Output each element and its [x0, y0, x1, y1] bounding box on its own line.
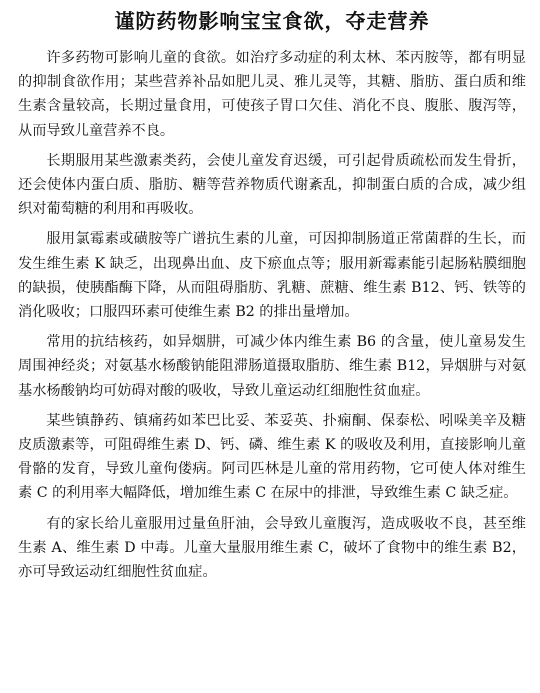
paragraph-vitamin-overdose: 有的家长给儿童服用过量鱼肝油，会导致儿童腹泻，造成吸收不良，甚至维生素 A、维生素 D 中毒。儿童大量服用维生素 C，破坏了食物中的维生素 B2，亦可导致运动红细胞性贫血症。 — [18, 515, 526, 581]
paragraph-appetite: 许多药物可影响儿童的食欲。如治疗多动症的利太林、苯丙胺等，都有明显的抑制食欲作用；某些营养补品如肥儿灵、雅儿灵等，其糖、脂肪、蛋白质和维生素含量较高，长期过量食用，可使孩子胃口欠佳、消化不良、腹胀、腹泻等，从而导致儿童营养不良。 — [18, 50, 526, 139]
paragraph-hormones: 长期服用某些激素类药，会使儿童发育迟缓，可引起骨质疏松而发生骨折，还会使体内蛋白质、脂肪、糖等营养物质代谢紊乱，抑制蛋白质的合成，减少组织对葡萄糖的利用和再吸收。 — [18, 152, 526, 218]
paragraph-tuberculosis-drugs: 常用的抗结核药，如异烟肼，可减少体内维生素 B6 的含量，使儿童易发生周围神经炎；对氨基水杨酸钠能阻滞肠道摄取脂肪、维生素 B12，异烟肼与对氨基水杨酸钠均可妨碍对酸的吸收，导致儿童运动红细胞性贫血症。 — [18, 334, 526, 399]
paragraph-antibiotics: 服用氯霉素或磺胺等广谱抗生素的儿童，可因抑制肠道正常菌群的生长，而发生维生素 K 缺乏，出现鼻出血、皮下瘀血点等；服用新霉素能引起肠粘膜细胞的缺损，使胰酯酶下降，从而阻碍脂肪、乳糖、蔗糖、维生素 B12、钙、铁等的消化吸收；口服四环素可使维生素 B2 的排出量增加。 — [18, 231, 526, 321]
paragraph-sedatives: 某些镇静药、镇痛药如苯巴比妥、苯妥英、扑痫酮、保泰松、吲哚美辛及糖皮质激素等，可阻碍维生素 D、钙、磷、维生素 K 的吸收及利用，直接影响儿童骨骼的发育，导致儿童佝偻病。阿司匹林是儿童的常用药物，它可使人体对维生素 C 的利用率大幅降低，增加维生素 C 在尿中的排泄，导致维生素 C 缺乏症。 — [18, 412, 526, 502]
document-title: 谨防药物影响宝宝食欲，夺走营养 — [114, 9, 430, 33]
